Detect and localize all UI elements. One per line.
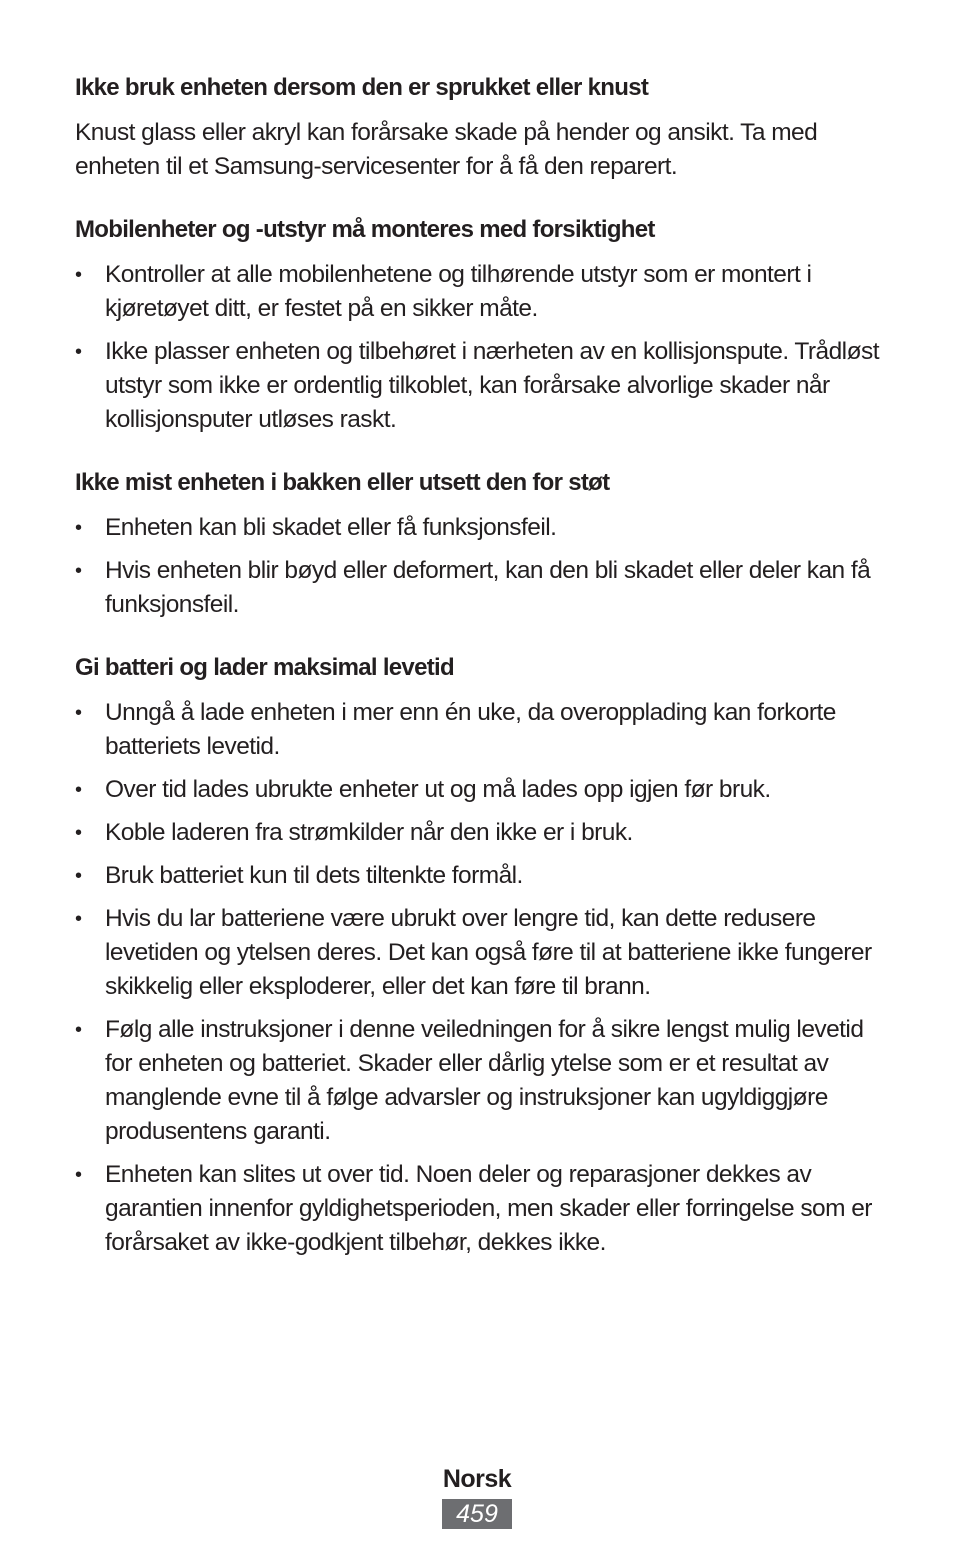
list-item: [75, 902, 885, 1004]
section-mobile-mounting: [75, 212, 885, 437]
bullet-icon: •: [75, 1164, 82, 1186]
bullet-icon: •: [75, 822, 82, 844]
list-item: [75, 859, 885, 893]
list-item-text: Koble laderen fra strømkilder når den ikke er i bruk.: [105, 819, 633, 846]
list-item-text: Følg alle instruksjoner i denne veiledningen for å sikre lengst mulig levetid for enheten og batteriet. Skader eller dårlig ytelse som er et resultat av manglende evne til å følge advarsler og instruksjoner kan ugyldiggjøre produsentens garanti.: [105, 1016, 864, 1145]
section-cracked-device: [75, 70, 885, 184]
list-item: [75, 1013, 885, 1149]
list-item: [75, 511, 885, 545]
section-heading: Mobilenheter og -utstyr må monteres med forsiktighet: [75, 216, 655, 243]
list-item: [75, 1158, 885, 1260]
list-item-text: Hvis du lar batteriene være ubrukt over lengre tid, kan dette redusere levetiden og ytelsen deres. Det kan også føre til at batteriene ikke fungerer skikkelig eller eksploderer, eller det kan føre til brann.: [105, 905, 872, 1000]
list-item-text: Bruk batteriet kun til dets tiltenkte formål.: [105, 862, 523, 889]
section-drop-shock: [75, 465, 885, 622]
document-body: [75, 70, 885, 1288]
section-heading: Gi batteri og lader maksimal levetid: [75, 654, 454, 681]
list-item: [75, 554, 885, 622]
footer-language: Norsk: [442, 1465, 512, 1493]
list-item: [75, 335, 885, 437]
list-item-text: Unngå å lade enheten i mer enn én uke, da overopplading kan forkorte batteriets levetid.: [105, 699, 836, 760]
section-battery-life: [75, 650, 885, 1260]
bullet-icon: •: [75, 560, 82, 582]
list-item: [75, 258, 885, 326]
bullet-icon: •: [75, 779, 82, 801]
bullet-icon: •: [75, 702, 82, 724]
section-paragraph: Knust glass eller akryl kan forårsake skade på hender og ansikt. Ta med enheten til et Samsung-servicesenter for å få den reparert.: [75, 119, 818, 180]
bullet-list: [75, 511, 885, 622]
page-footer: [0, 1461, 954, 1529]
list-item-text: Hvis enheten blir bøyd eller deformert, kan den bli skadet eller deler kan få funksjonsfeil.: [105, 557, 871, 618]
bullet-list: [75, 258, 885, 437]
list-item-text: Ikke plasser enheten og tilbehøret i nærheten av en kollisjonspute. Trådløst utstyr som ikke er ordentlig tilkoblet, kan forårsake alvorlige skader når kollisjonsputer utløses raskt.: [105, 338, 879, 433]
list-item-text: Enheten kan slites ut over tid. Noen deler og reparasjoner dekkes av garantien innenfor gyldighetsperioden, men skader eller forringelse som er forårsaket av ikke-godkjent tilbehør, dekkes ikke.: [105, 1161, 872, 1256]
list-item-text: Enheten kan bli skadet eller få funksjonsfeil.: [105, 514, 557, 541]
list-item: [75, 696, 885, 764]
bullet-icon: •: [75, 264, 82, 286]
bullet-icon: •: [75, 517, 82, 539]
page-number-badge: 459: [442, 1499, 512, 1529]
list-item: [75, 816, 885, 850]
list-item-text: Kontroller at alle mobilenhetene og tilhørende utstyr som er montert i kjøretøyet ditt, er festet på en sikker måte.: [105, 261, 812, 322]
bullet-icon: •: [75, 865, 82, 887]
bullet-icon: •: [75, 341, 82, 363]
list-item: [75, 773, 885, 807]
section-heading: Ikke mist enheten i bakken eller utsett den for støt: [75, 469, 610, 496]
section-heading: Ikke bruk enheten dersom den er sprukket eller knust: [75, 74, 649, 101]
bullet-list: [75, 696, 885, 1260]
bullet-icon: •: [75, 1019, 82, 1041]
list-item-text: Over tid lades ubrukte enheter ut og må lades opp igjen før bruk.: [105, 776, 771, 803]
bullet-icon: •: [75, 908, 82, 930]
